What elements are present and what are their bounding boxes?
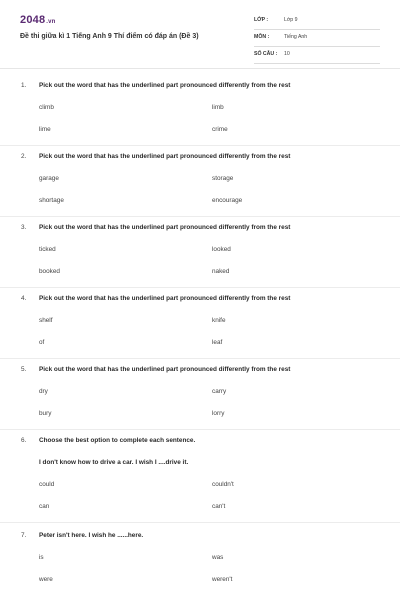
answer-option-d[interactable]: encourage	[212, 197, 243, 204]
meta-value-class: Lớp 9	[284, 17, 298, 23]
answer-option-a[interactable]: garage	[39, 175, 59, 182]
meta-label-subject: MÔN :	[254, 34, 270, 40]
answer-option-a[interactable]: could	[39, 481, 55, 488]
question-text: Peter isn't here. I wish he ......here.	[39, 532, 144, 539]
answer-option-c[interactable]: can	[39, 503, 50, 510]
meta-row-class	[254, 14, 380, 30]
answer-option-b[interactable]: knife	[212, 317, 226, 324]
question-divider	[0, 216, 400, 217]
exam-meta	[254, 14, 380, 65]
answer-option-d[interactable]: naked	[212, 268, 230, 275]
question-number: 6.	[21, 437, 27, 444]
question-text: Choose the best option to complete each sentence.	[39, 437, 196, 444]
question-divider	[0, 522, 400, 523]
question-text: Pick out the word that has the underlined part pronounced differently from the rest	[39, 224, 291, 231]
answer-option-b[interactable]: limb	[212, 104, 224, 111]
question-divider	[0, 429, 400, 430]
question-text: Pick out the word that has the underlined part pronounced differently from the rest	[39, 153, 291, 160]
question-divider	[0, 145, 400, 146]
question-divider	[0, 358, 400, 359]
document-title: Đề thi giữa kì 1 Tiếng Anh 9 Thí điểm có đáp án (Đề 3)	[20, 33, 199, 40]
answer-option-d[interactable]: can't	[212, 503, 226, 510]
question-number: 1.	[21, 82, 27, 89]
meta-value-count: 10	[284, 51, 290, 57]
meta-row-count	[254, 48, 380, 64]
answer-option-b[interactable]: couldn't	[212, 481, 234, 488]
meta-row-subject	[254, 31, 380, 47]
question-number: 3.	[21, 224, 27, 231]
answer-option-b[interactable]: carry	[212, 388, 227, 395]
question-text: Pick out the word that has the underlined part pronounced differently from the rest	[39, 82, 291, 89]
answer-option-c[interactable]: booked	[39, 268, 60, 275]
question-number: 4.	[21, 295, 27, 302]
logo-suffix: .vn	[46, 19, 56, 25]
answer-option-b[interactable]: looked	[212, 246, 231, 253]
question-number: 5.	[21, 366, 27, 373]
logo-text: 2048	[20, 14, 46, 26]
question-sentence: I don't know how to drive a car. I wish I ....drive it.	[39, 459, 189, 466]
page-header	[0, 0, 400, 62]
answer-option-c[interactable]: were	[39, 576, 53, 583]
answer-option-a[interactable]: shelf	[39, 317, 53, 324]
answer-option-d[interactable]: lorry	[212, 410, 225, 417]
meta-label-class: LỚP :	[254, 17, 269, 23]
question-text: Pick out the word that has the underlined part pronounced differently from the rest	[39, 295, 291, 302]
answer-option-d[interactable]: leaf	[212, 339, 223, 346]
site-logo[interactable]	[20, 14, 56, 26]
answer-option-c[interactable]: bury	[39, 410, 52, 417]
answer-option-a[interactable]: climb	[39, 104, 54, 111]
answer-option-d[interactable]: crime	[212, 126, 228, 133]
question-number: 2.	[21, 153, 27, 160]
question-text: Pick out the word that has the underlined part pronounced differently from the rest	[39, 366, 291, 373]
meta-label-count: SỐ CÂU :	[254, 51, 278, 57]
answer-option-c[interactable]: shortage	[39, 197, 64, 204]
answer-option-a[interactable]: is	[39, 554, 44, 561]
header-divider	[0, 68, 400, 69]
question-number: 7.	[21, 532, 27, 539]
answer-option-b[interactable]: was	[212, 554, 224, 561]
answer-option-d[interactable]: weren't	[212, 576, 233, 583]
answer-option-a[interactable]: dry	[39, 388, 48, 395]
question-divider	[0, 287, 400, 288]
answer-option-b[interactable]: storage	[212, 175, 234, 182]
answer-option-a[interactable]: ticked	[39, 246, 56, 253]
answer-option-c[interactable]: of	[39, 339, 45, 346]
answer-option-c[interactable]: lime	[39, 126, 51, 133]
meta-value-subject: Tiếng Anh	[284, 34, 308, 40]
